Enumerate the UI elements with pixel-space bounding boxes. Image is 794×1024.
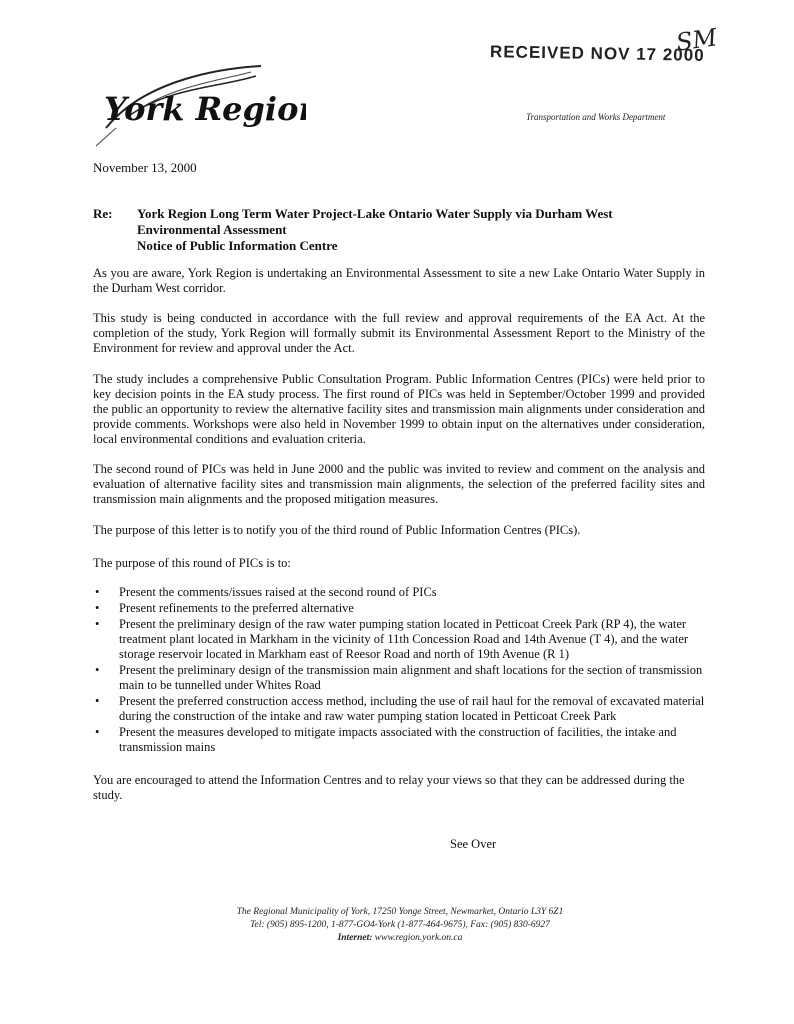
footer-address [150,906,650,945]
list-item [93,617,705,662]
list-item-text: Present refinements to the preferred alternative [119,601,354,615]
footer-line [150,932,650,945]
bullet-icon: • [95,725,100,739]
handwritten-initials: SM [674,23,719,57]
list-item-text: Present the measures developed to mitigate impacts associated with the construction of facilities, the intake and transmission mains [119,725,677,754]
list-item [93,663,705,693]
paragraph: The purpose of this letter is to notify you of the third round of Public Information Centres (PICs). [93,523,581,537]
list-item-text: Present the preliminary design of the transmission main alignment and shaft locations for the section of transmission main to be tunnelled under Whites Road [119,663,703,692]
internet-label: Internet: [337,933,373,943]
list-item-text: Present the preferred construction access method, including the use of rail haul for the removal of excavated material during the construction of the intake and raw water pumping station located in Petticoat Creek Park [119,694,705,723]
york-region-logo [86,58,306,154]
received-stamp: RECEIVED NOV 17 2000 [489,42,705,65]
paragraph: This study is being conducted in accordance with the full review and approval requirements of the EA Act. At the completion of the study, York Region will formally submit its Environmental Assessment Report to the Ministry of the Environment for review and approval under the Act. [93,311,705,355]
paragraph: As you are aware, York Region is undertaking an Environmental Assessment to site a new Lake Ontario Water Supply in the Durham West corridor. [93,266,705,295]
subject-line: Notice of Public Information Centre [137,238,338,253]
logo-text: York Region [104,90,306,128]
bullet-icon: • [95,617,100,631]
list-item [93,694,705,724]
paragraph: The second round of PICs was held in June 2000 and the public was invited to review and comment on the analysis and evaluation of alternative facility sites and transmission main alignments, the selection of the preferred facility sites and transmission main alignments and the proposed mitigation measures. [93,462,705,506]
footer-line: Tel: (905) 895-1200, 1-877-GO4-York (1-877-464-9675), Fax: (905) 830-6927 [250,920,550,930]
purpose-list [93,585,705,756]
bullet-icon: • [95,663,100,677]
see-over-note: See Over [450,837,497,851]
paragraph: The study includes a comprehensive Public Consultation Program. Public Information Centres (PICs) were held prior to key decision points in the EA study process. The first round of PICs was held in September/October 1999 and provided the public an opportunity to review the alternative facility sites and transmission main alignments under consideration and provide comments. Workshops were also held in November 1999 to obtain input on the alternatives under consideration, local environmental conditions and evaluation criteria. [93,372,705,446]
list-item-text: Present the preliminary design of the raw water pumping station located in Petticoat Creek Park (RP 4), the water treatment plant located in Markham in the vicinity of 11th Concession Road and 14th Avenue (T 4), and the water storage reservoir located in Markham east of Reesor Road and north of 19th Avenue (R 1) [119,617,689,661]
list-item [93,601,705,616]
list-item-text: Present the comments/issues raised at the second round of PICs [119,585,437,599]
bullet-icon: • [95,694,100,708]
bullet-icon: • [95,601,100,615]
bullet-icon: • [95,585,100,599]
website-link[interactable]: www.region.york.on.ca [374,933,463,943]
re-label: Re: [93,206,113,221]
footer-line: The Regional Municipality of York, 17250 Yonge Street, Newmarket, Ontario L3Y 6Z1 [236,907,564,917]
subject-line: Environmental Assessment [137,222,287,237]
subject-block [137,206,697,254]
subject-line: York Region Long Term Water Project-Lake Ontario Water Supply via Durham West [137,206,613,221]
paragraph: The purpose of this round of PICs is to: [93,556,291,570]
closing-paragraph: You are encouraged to attend the Information Centres and to relay your views so that they can be addressed during the study. [93,773,685,802]
list-item [93,725,705,755]
letter-date: November 13, 2000 [93,160,197,175]
department-name: Transportation and Works Department [526,112,666,122]
list-item [93,585,705,600]
